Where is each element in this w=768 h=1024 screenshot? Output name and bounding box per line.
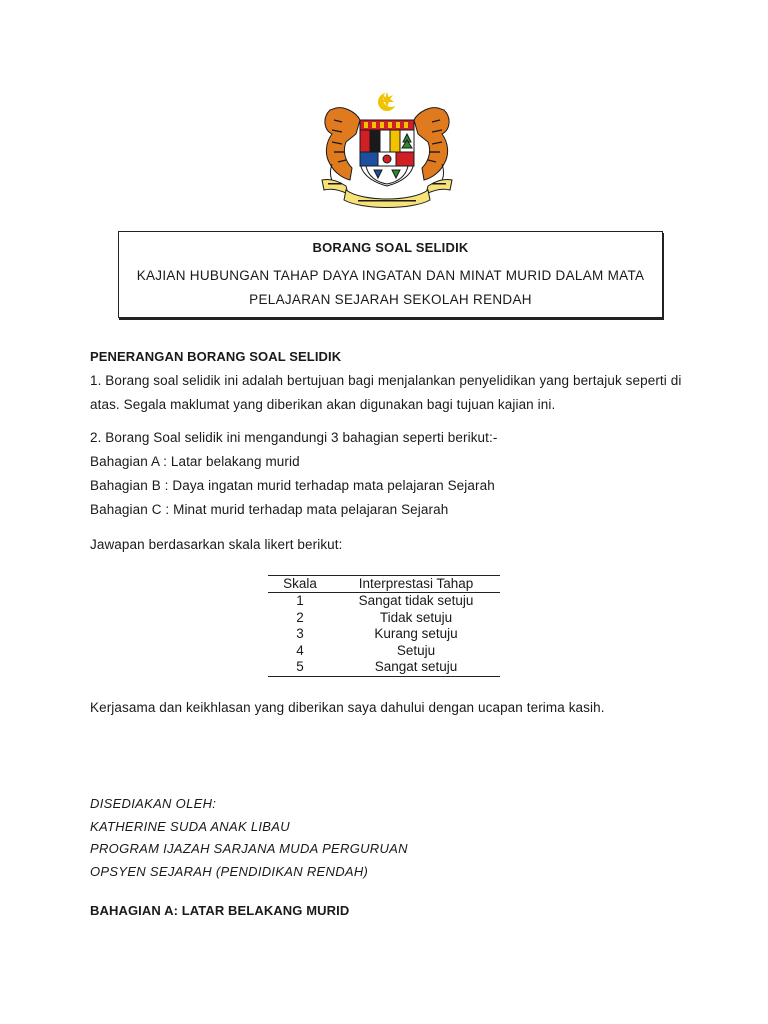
scale-interpretation: Setuju [396,642,436,658]
form-title: BORANG SOAL SELIDIK [312,240,469,255]
column-header-interpretation: Interprestasi Tahap [332,576,500,593]
scale-value: 1 [296,593,304,608]
likert-intro: Jawapan berdasarkan skala likert berikut: [90,537,343,552]
table-row [268,643,500,660]
right-tiger [414,108,449,190]
likert-scale-table [268,575,500,677]
scale-interpretation: Sangat tidak setuju [358,593,474,608]
prepared-by-block [90,793,408,883]
explanation-paragraph-2: 2. Borang Soal selidik ini mengandungi 3 bahagian seperti berikut:- [90,430,498,445]
shield [360,120,414,186]
closing-note: Kerjasama dan keikhlasan yang diberikan saya dahului dengan ucapan terima kasih. [90,700,605,715]
prepared-by-label: DISEDIAKAN OLEH: [90,796,217,811]
table-header-row [268,576,500,593]
malaysia-coat-of-arms-icon [312,90,462,212]
table-row [268,626,500,643]
author-name: KATHERINE SUDA ANAK LIBAU [90,818,290,834]
program-name: PROGRAM IJAZAH SARJANA MUDA PERGURUAN [90,841,408,856]
table-row [268,659,500,676]
scale-value: 2 [296,609,304,625]
part-a-line: Bahagian A : Latar belakang murid [90,454,300,469]
table-row [268,593,500,610]
scale-value: 5 [268,659,332,676]
scale-interpretation: Kurang setuju [374,626,458,641]
explanation-paragraph-1: 1. Borang soal selidik ini adalah bertujuan bagi menjalankan penyelidikan yang bertajuk seperti di atas. Segala maklumat yang diberikan akan digunakan bagi tujuan kajian ini. [90,373,682,412]
part-b-line: Bahagian B : Daya ingatan murid terhadap mata pelajaran Sejarah [90,478,495,493]
scale-interpretation: Sangat setuju [332,659,500,676]
explanation-heading: PENERANGAN BORANG SOAL SELIDIK [90,349,342,364]
scale-value: 3 [296,626,304,641]
scale-value: 4 [296,642,304,658]
option-name: OPSYEN SEJARAH (PENDIDIKAN RENDAH) [90,863,369,879]
scale-interpretation: Tidak setuju [379,609,453,625]
title-box [118,231,663,318]
part-c-line: Bahagian C : Minat murid terhadap mata pelajaran Sejarah [90,502,449,517]
column-header-scale: Skala [268,576,332,593]
table-row [268,610,500,627]
left-tiger [325,108,360,190]
explanation-section [90,345,690,557]
study-title: KAJIAN HUBUNGAN TAHAP DAYA INGATAN DAN MINAT MURID DALAM MATA PELAJARAN SEJARAH SEKOLAH RENDAH [136,268,645,307]
section-a-heading: BAHAGIAN A: LATAR BELAKANG MURID [90,903,350,918]
